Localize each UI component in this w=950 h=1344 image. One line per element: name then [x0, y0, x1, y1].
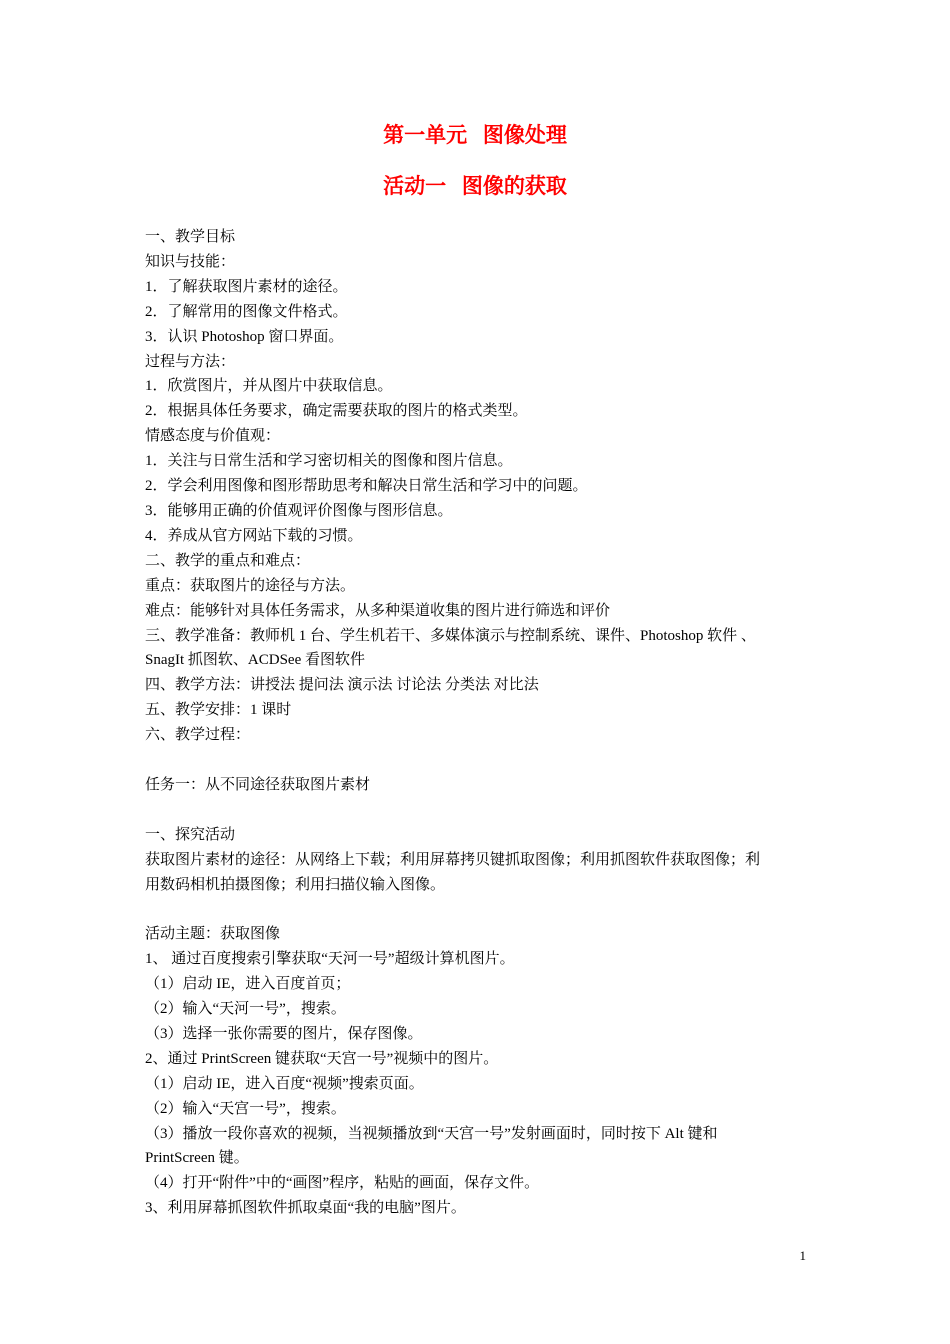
text-line: 知识与技能： — [145, 253, 236, 270]
blank-line — [145, 897, 825, 922]
text-line: 3、利用屏幕抓图软件抓取桌面“我的电脑”图片。 — [145, 1200, 466, 1217]
text-line: 1．关注与日常生活和学习密切相关的图像和图片信息。 — [145, 453, 513, 470]
text-line: PrintScreen 键。 — [145, 1150, 249, 1167]
text-line: （3）播放一段你喜欢的视频，当视频播放到“天宫一号”发射画面时，同时按下 Alt 键和 — [145, 1125, 718, 1142]
activity-title: 活动一 图像的获取 — [383, 174, 567, 198]
text-line: 任务一：从不同途径获取图片素材 — [145, 776, 371, 793]
blank-line — [145, 798, 825, 823]
text-line: 3．认识 Photoshop 窗口界面。 — [145, 328, 344, 345]
text-line: 四、教学方法：讲授法 提问法 演示法 讨论法 分类法 对比法 — [145, 677, 539, 694]
unit-title: 第一单元 图像处理 — [383, 123, 567, 147]
text-line: 一、教学目标 — [145, 229, 236, 245]
text-line: 过程与方法： — [145, 353, 236, 370]
text-line: 五、教学安排：1 课时 — [145, 702, 292, 719]
text-line: SnagIt 抓图软、ACDSee 看图软件 — [145, 652, 365, 669]
text-line: 3．能够用正确的价值观评价图像与图形信息。 — [145, 502, 453, 519]
text-line: 用数码相机拍摄图像；利用扫描仪输入图像。 — [145, 876, 446, 893]
text-line: （3）选择一张你需要的图片，保存图像。 — [145, 1025, 423, 1042]
text-line: 三、教学准备：教师机 1 台、学生机若干、多媒体演示与控制系统、课件、Photoshop 软件 、 — [145, 627, 756, 644]
text-line: 4．养成从官方网站下载的习惯。 — [145, 527, 363, 544]
text-line: （2）输入“天宫一号”，搜索。 — [145, 1100, 346, 1117]
text-line: 获取图片素材的途径：从网络上下载；利用屏幕拷贝键抓取图像；利用抓图软件获取图像；利 — [145, 851, 761, 868]
text-line: 2．了解常用的图像文件格式。 — [145, 303, 348, 320]
text-line: 1、 通过百度搜索引擎获取“天河一号”超级计算机图片。 — [145, 951, 515, 968]
text-line: 六、教学过程： — [145, 727, 251, 744]
text-line: 情感态度与价值观： — [145, 428, 281, 445]
text-line: 二、教学的重点和难点： — [145, 552, 311, 569]
text-line: 难点：能够针对具体任务需求，从多种渠道收集的图片进行筛选和评价 — [145, 602, 611, 619]
page-number: 1 — [799, 1248, 806, 1263]
text-line: （4）打开“附件”中的“画图”程序，粘贴的画面，保存文件。 — [145, 1175, 540, 1192]
text-line: 1．欣赏图片，并从图片中获取信息。 — [145, 378, 393, 395]
text-line: 2．学会利用图像和图形帮助思考和解决日常生活和学习中的问题。 — [145, 478, 588, 495]
text-line: （2）输入“天河一号”，搜索。 — [145, 1001, 346, 1018]
document-body — [145, 225, 825, 1221]
text-line: 活动主题：获取图像 — [145, 926, 281, 943]
text-line: 1．了解获取图片素材的途径。 — [145, 278, 348, 295]
text-line: （1）启动 IE，进入百度首页； — [145, 976, 351, 993]
text-line: 2．根据具体任务要求，确定需要获取的图片的格式类型。 — [145, 403, 528, 420]
text-line: 重点：获取图片的途径与方法。 — [145, 577, 356, 594]
text-line: （1）启动 IE，进入百度“视频”搜索页面。 — [145, 1075, 424, 1092]
text-line: 一、探究活动 — [145, 826, 236, 843]
text-line: 2、通过 PrintScreen 键获取“天宫一号”视频中的图片。 — [145, 1050, 499, 1067]
blank-line — [145, 748, 825, 773]
